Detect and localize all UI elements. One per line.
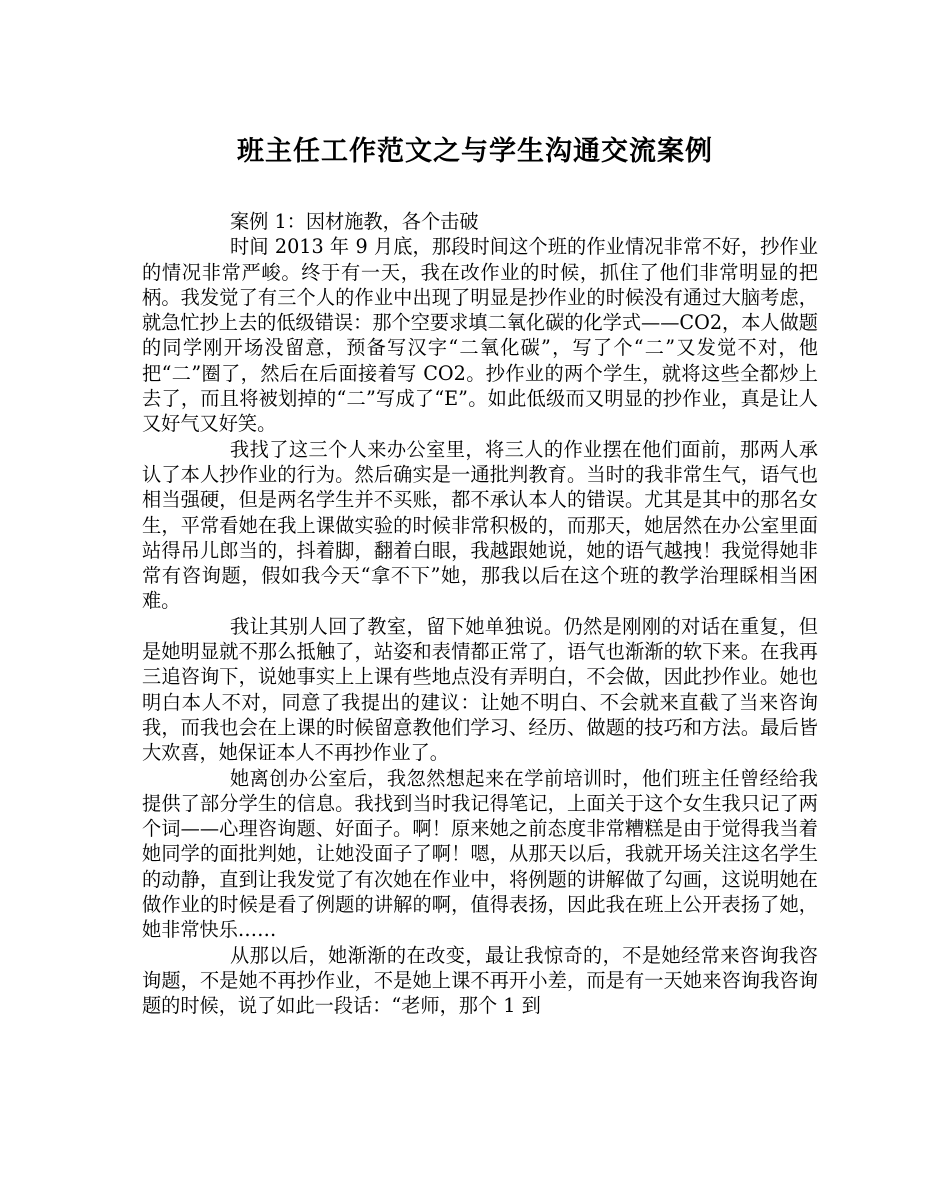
paragraph-4: 她离创办公室后，我忽然想起来在学前培训时，他们班主任曾经给我提供了部分学生的信息。我找到当时我记得笔记，上面关于这个女生我只记了两个词——心理咨询题、好面子。啊！原来她之前态度非常糟糕是由于觉得我当着她同学的面批判她，让她没面子了啊！嗯，从那天以后，我就开场关注这名学生的动静，直到让我发觉了有次她在作业中，将例题的讲解做了勾画，这说明她在做作业的时候是看了例题的讲解的啊，值得表扬，因此我在班上公开表扬了她，她非常快乐…… — [142, 766, 818, 942]
case-heading: 案例 1：因材施教，各个击破 — [230, 210, 479, 233]
paragraph-5: 从那以后，她渐渐的在改变，最让我惊奇的，不是她经常来咨询我咨询题，不是她不再抄作业，不是她上课不再开小差，而是有一天她来咨询我咨询题的时候，说了如此一段话：“老师，那个 1 到 — [142, 943, 818, 1018]
paragraph-2: 我找了这三个人来办公室里，将三人的作业摆在他们面前，那两人承认了本人抄作业的行为。然后确实是一通批判教育。当时的我非常生气，语气也相当强硬，但是两名学生并不买账，都不承认本人的错误。尤其是其中的那名女生，平常看她在我上课做实验的时候非常积极的，而那天，她居然在办公室里面站得吊儿郎当的，抖着脚，翻着白眼，我越跟她说，她的语气越拽！我觉得她非常有咨询题，假如我今天“拿不下”她，那我以后在这个班的教学治理睬相当困难。 — [142, 437, 818, 613]
paragraph-1: 时间 2013 年 9 月底，那段时间这个班的作业情况非常不好，抄作业的情况非常严峻。终于有一天，我在改作业的时候，抓住了他们非常明显的把柄。我发觉了有三个人的作业中出现了明显是抄作业的时候没有通过大脑考虑，就急忙抄上去的低级错误：那个空要求填二氧化碳的化学式——CO2，本人做题的同学刚开场没留意，预备写汉字“二氧化碳”，写了个“二”又发觉不对，他把“二”圈了，然后在后面接着写 CO2。抄作业的两个学生，就将这些全都炒上去了，而且将被划掉的“二”写成了“E”。如此低级而又明显的抄作业，真是让人又好气又好笑。 — [142, 235, 818, 436]
document-title: 班主任工作范文之与学生沟通交流案例 — [237, 136, 713, 167]
paragraph-3: 我让其别人回了教室，留下她单独说。仍然是刚刚的对话在重复，但是她明显就不那么抵触了，站姿和表情都正常了，语气也渐渐的软下来。在我再三追咨询下，说她事实上上课有些地点没有弄明白，不会做，因此抄作业。她也明白本人不对，同意了我提出的建议：让她不明白、不会就来直截了当来咨询我，而我也会在上课的时候留意教他们学习、经历、做题的技巧和方法。最后皆大欢喜，她保证本人不再抄作业了。 — [142, 614, 818, 765]
document-body — [142, 209, 818, 1019]
